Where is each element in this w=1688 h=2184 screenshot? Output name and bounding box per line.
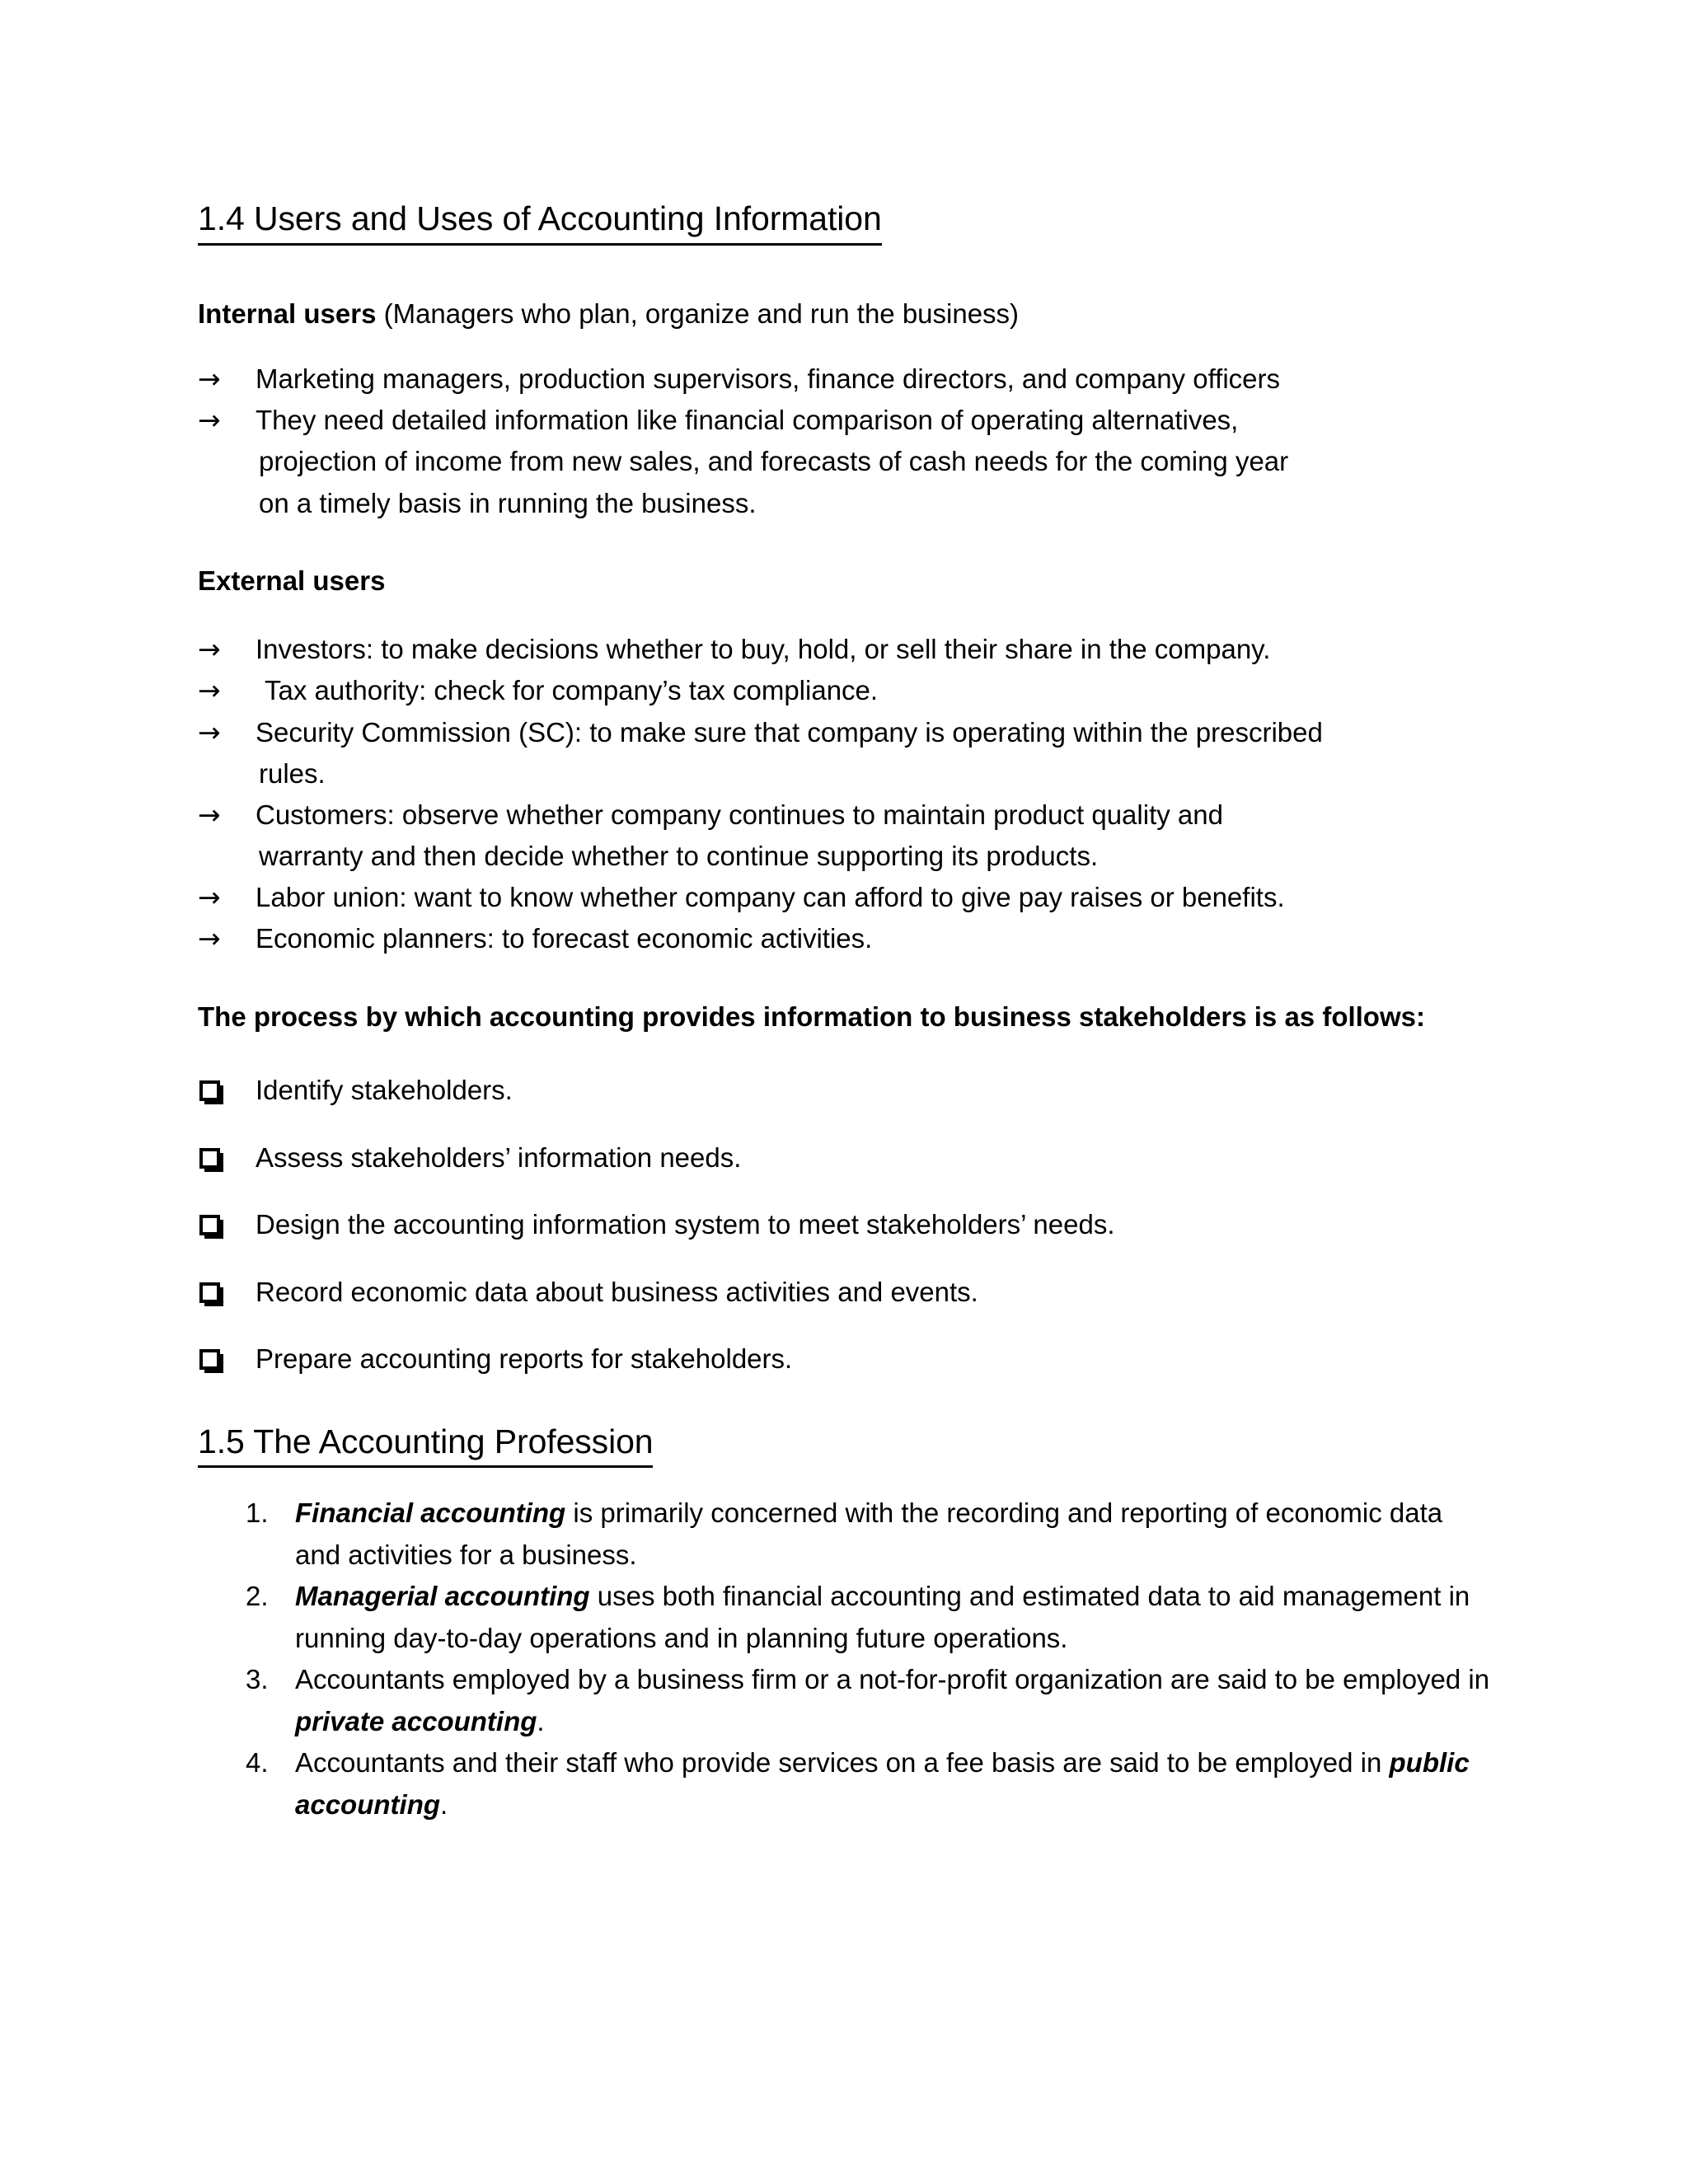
- list-item-continuation: on a timely basis in running the business.: [259, 487, 757, 518]
- list-item: [198, 1338, 1493, 1380]
- list-item-label: uses both financial accounting and estimated data to aid: [589, 1581, 1275, 1612]
- list-item-label: Tax authority: check for company’s tax compliance.: [265, 675, 879, 706]
- list-item: [198, 1204, 1493, 1245]
- list-item-label: Customers: observe whether company continues to maintain product quality and: [256, 799, 1223, 830]
- section-heading-1-4: [198, 198, 1493, 246]
- list-item: [198, 629, 1493, 670]
- list-item: [198, 877, 1493, 918]
- list-item-continuation-prefix: employed in: [1343, 1664, 1490, 1695]
- list-item-number: 1.: [246, 1497, 269, 1529]
- checkbox-square-icon: [199, 1282, 220, 1303]
- process-heading: The process by which accounting provides information to business stakeholders is as follows:: [198, 1001, 1425, 1032]
- list-item-label: Investors: to make decisions whether to buy, hold, or sell their share in the company.: [256, 634, 1271, 665]
- list-item: [198, 400, 1493, 523]
- external-users-bullet-list: [198, 629, 1493, 959]
- arrow-right-icon: →: [198, 633, 221, 666]
- list-item-continuation: economic data and activities for a business.: [295, 1497, 1443, 1570]
- list-item-continuation: management in running day-to-day operations and in planning future operations.: [295, 1581, 1470, 1653]
- list-item-label: Design the accounting information system to meet stakeholders’ needs.: [256, 1209, 1115, 1240]
- list-item-continuation: projection of income from new sales, and forecasts of cash needs for the coming year: [259, 446, 1289, 477]
- list-item: [198, 1493, 1493, 1576]
- spacer: [198, 960, 1493, 996]
- list-item-label: Record economic data about business activities and events.: [256, 1276, 978, 1307]
- list-item: [198, 1659, 1493, 1742]
- list-item: [198, 712, 1493, 794]
- internal-users-label: Internal users: [198, 298, 377, 329]
- list-item-continuation: warranty and then decide whether to continue supporting its products.: [259, 841, 1099, 872]
- list-item: [198, 1137, 1493, 1179]
- list-item: [198, 1272, 1493, 1313]
- arrow-right-icon: →: [198, 881, 221, 914]
- list-item-continuation: rules.: [259, 757, 326, 789]
- arrow-right-icon: →: [198, 674, 221, 707]
- arrow-right-icon: →: [198, 363, 221, 396]
- spacer: [198, 1380, 1493, 1421]
- list-item: [198, 359, 1493, 400]
- internal-users-bullet-list: [198, 359, 1493, 524]
- external-users-heading: External users: [198, 565, 386, 596]
- checkbox-square-icon: [199, 1080, 220, 1101]
- checkbox-square-icon: [199, 1349, 220, 1370]
- list-item-continuation-prefix: in: [1360, 1747, 1390, 1779]
- spacer: [198, 246, 1493, 293]
- arrow-right-icon: →: [198, 715, 221, 748]
- spacer: [198, 524, 1493, 560]
- list-item: [198, 1576, 1493, 1659]
- spacer: [198, 334, 1493, 359]
- list-item-label: Security Commission (SC): to make sure that company is operating within the prescribed: [256, 716, 1323, 748]
- list-item: [198, 1742, 1493, 1825]
- spacer: [198, 601, 1493, 629]
- list-item-label: Prepare accounting reports for stakeholders.: [256, 1343, 793, 1375]
- document-content: [198, 198, 1493, 1825]
- internal-users-parenthetical: (Managers who plan, organize and run the business): [376, 298, 1020, 329]
- list-item-emphasis: public accounting: [295, 1747, 1470, 1820]
- internal-users-heading: [198, 293, 1493, 335]
- list-item-label: Marketing managers, production supervisors, finance directors, and company officers: [256, 363, 1280, 395]
- arrow-right-icon: →: [198, 404, 221, 437]
- list-item-number: 4.: [246, 1747, 269, 1779]
- list-item-label: Identify stakeholders.: [256, 1075, 513, 1106]
- list-item-emphasis: private accounting: [295, 1705, 537, 1736]
- section-heading-1-5: [198, 1421, 1493, 1469]
- process-steps-list: [198, 1070, 1493, 1380]
- arrow-right-icon: →: [198, 922, 221, 955]
- list-item-label: Accountants employed by a business firm or a not-for-profit organization are said to be: [295, 1664, 1335, 1695]
- section-heading-1-5-text: 1.5 The Accounting Profession: [198, 1421, 653, 1469]
- list-item-suffix: .: [440, 1788, 448, 1820]
- list-item-number: 3.: [246, 1664, 269, 1695]
- list-item-label: is primarily concerned with the recording and reporting of: [565, 1497, 1259, 1529]
- list-item-label: Economic planners: to forecast economic activities.: [256, 923, 873, 954]
- list-item-suffix: .: [537, 1705, 545, 1736]
- list-item-label: Accountants and their staff who provide services on a fee basis are said to be employed: [295, 1747, 1353, 1779]
- list-item-label: Labor union: want to know whether company can afford to give pay raises or benefits.: [256, 882, 1285, 913]
- section-heading-1-4-text: 1.4 Users and Uses of Accounting Information: [198, 198, 882, 246]
- spacer: [198, 1037, 1493, 1070]
- list-item: [198, 1070, 1493, 1111]
- spacer: [198, 1468, 1493, 1493]
- list-item-emphasis: Managerial accounting: [295, 1581, 590, 1612]
- checkbox-square-icon: [199, 1148, 220, 1169]
- list-item: [198, 670, 1493, 711]
- arrow-right-icon: →: [198, 798, 221, 831]
- list-item-number: 2.: [246, 1581, 269, 1612]
- accounting-profession-list: [198, 1493, 1493, 1825]
- list-item-label: Assess stakeholders’ information needs.: [256, 1141, 742, 1173]
- checkbox-square-icon: [199, 1215, 220, 1235]
- list-item-emphasis: Financial accounting: [295, 1497, 566, 1529]
- list-item-label: They need detailed information like financial comparison of operating alternatives,: [256, 405, 1239, 436]
- list-item: [198, 918, 1493, 959]
- list-item: [198, 794, 1493, 877]
